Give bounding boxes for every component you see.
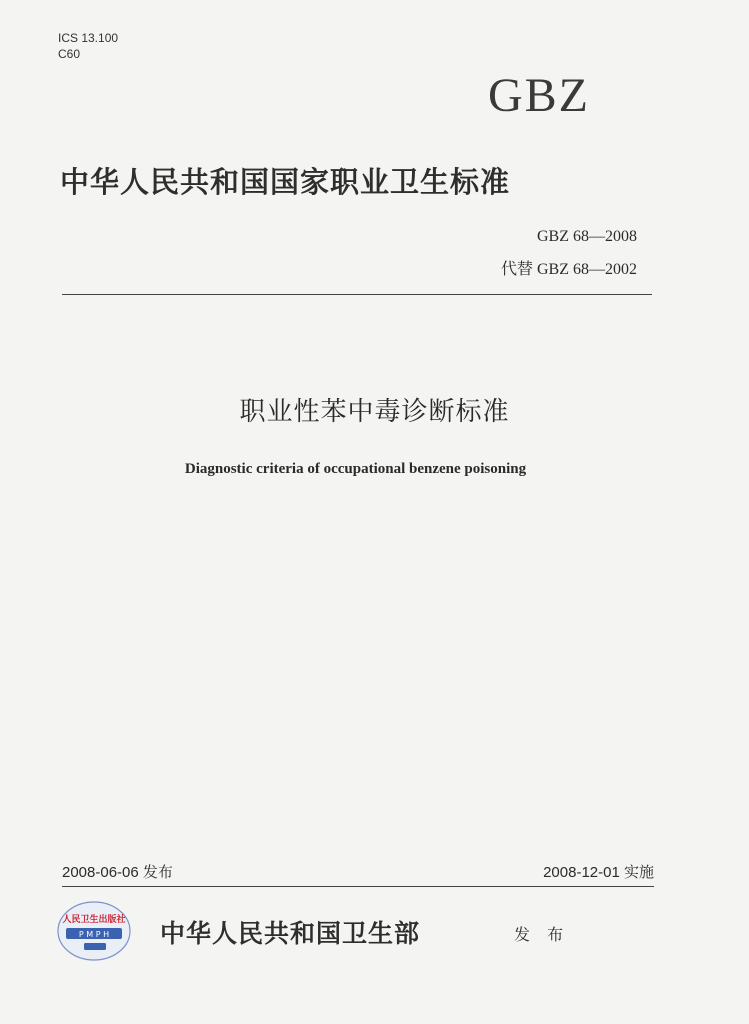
classification-block	[58, 30, 118, 62]
standard-code: GBZ 68—2008	[537, 228, 637, 245]
publish-label: 发 布	[514, 925, 570, 944]
publisher-name: 中华人民共和国卫生部	[160, 919, 421, 948]
top-divider	[62, 294, 652, 295]
replaced-standard: 代替 GBZ 68—2002	[500, 261, 637, 278]
issue-date: 2008-06-06 发布	[62, 864, 173, 881]
implementation-date: 2008-12-01 实施	[543, 864, 654, 881]
logo-abbr: P M P H	[78, 930, 110, 939]
ics-code: ICS 13.100	[58, 31, 119, 45]
classification-code: C60	[58, 47, 81, 61]
bottom-divider	[62, 886, 654, 887]
publisher-logo	[56, 900, 136, 962]
gbz-mark: GBZ	[488, 69, 590, 122]
document-title-cn: 职业性苯中毒诊断标准	[239, 397, 510, 427]
logo-text: 人民卫生出版社	[62, 915, 126, 925]
document-title-en: Diagnostic criteria of occupational benzene poisoning	[184, 461, 527, 477]
standard-category-title: 中华人民共和国国家职业卫生标准	[60, 165, 511, 199]
